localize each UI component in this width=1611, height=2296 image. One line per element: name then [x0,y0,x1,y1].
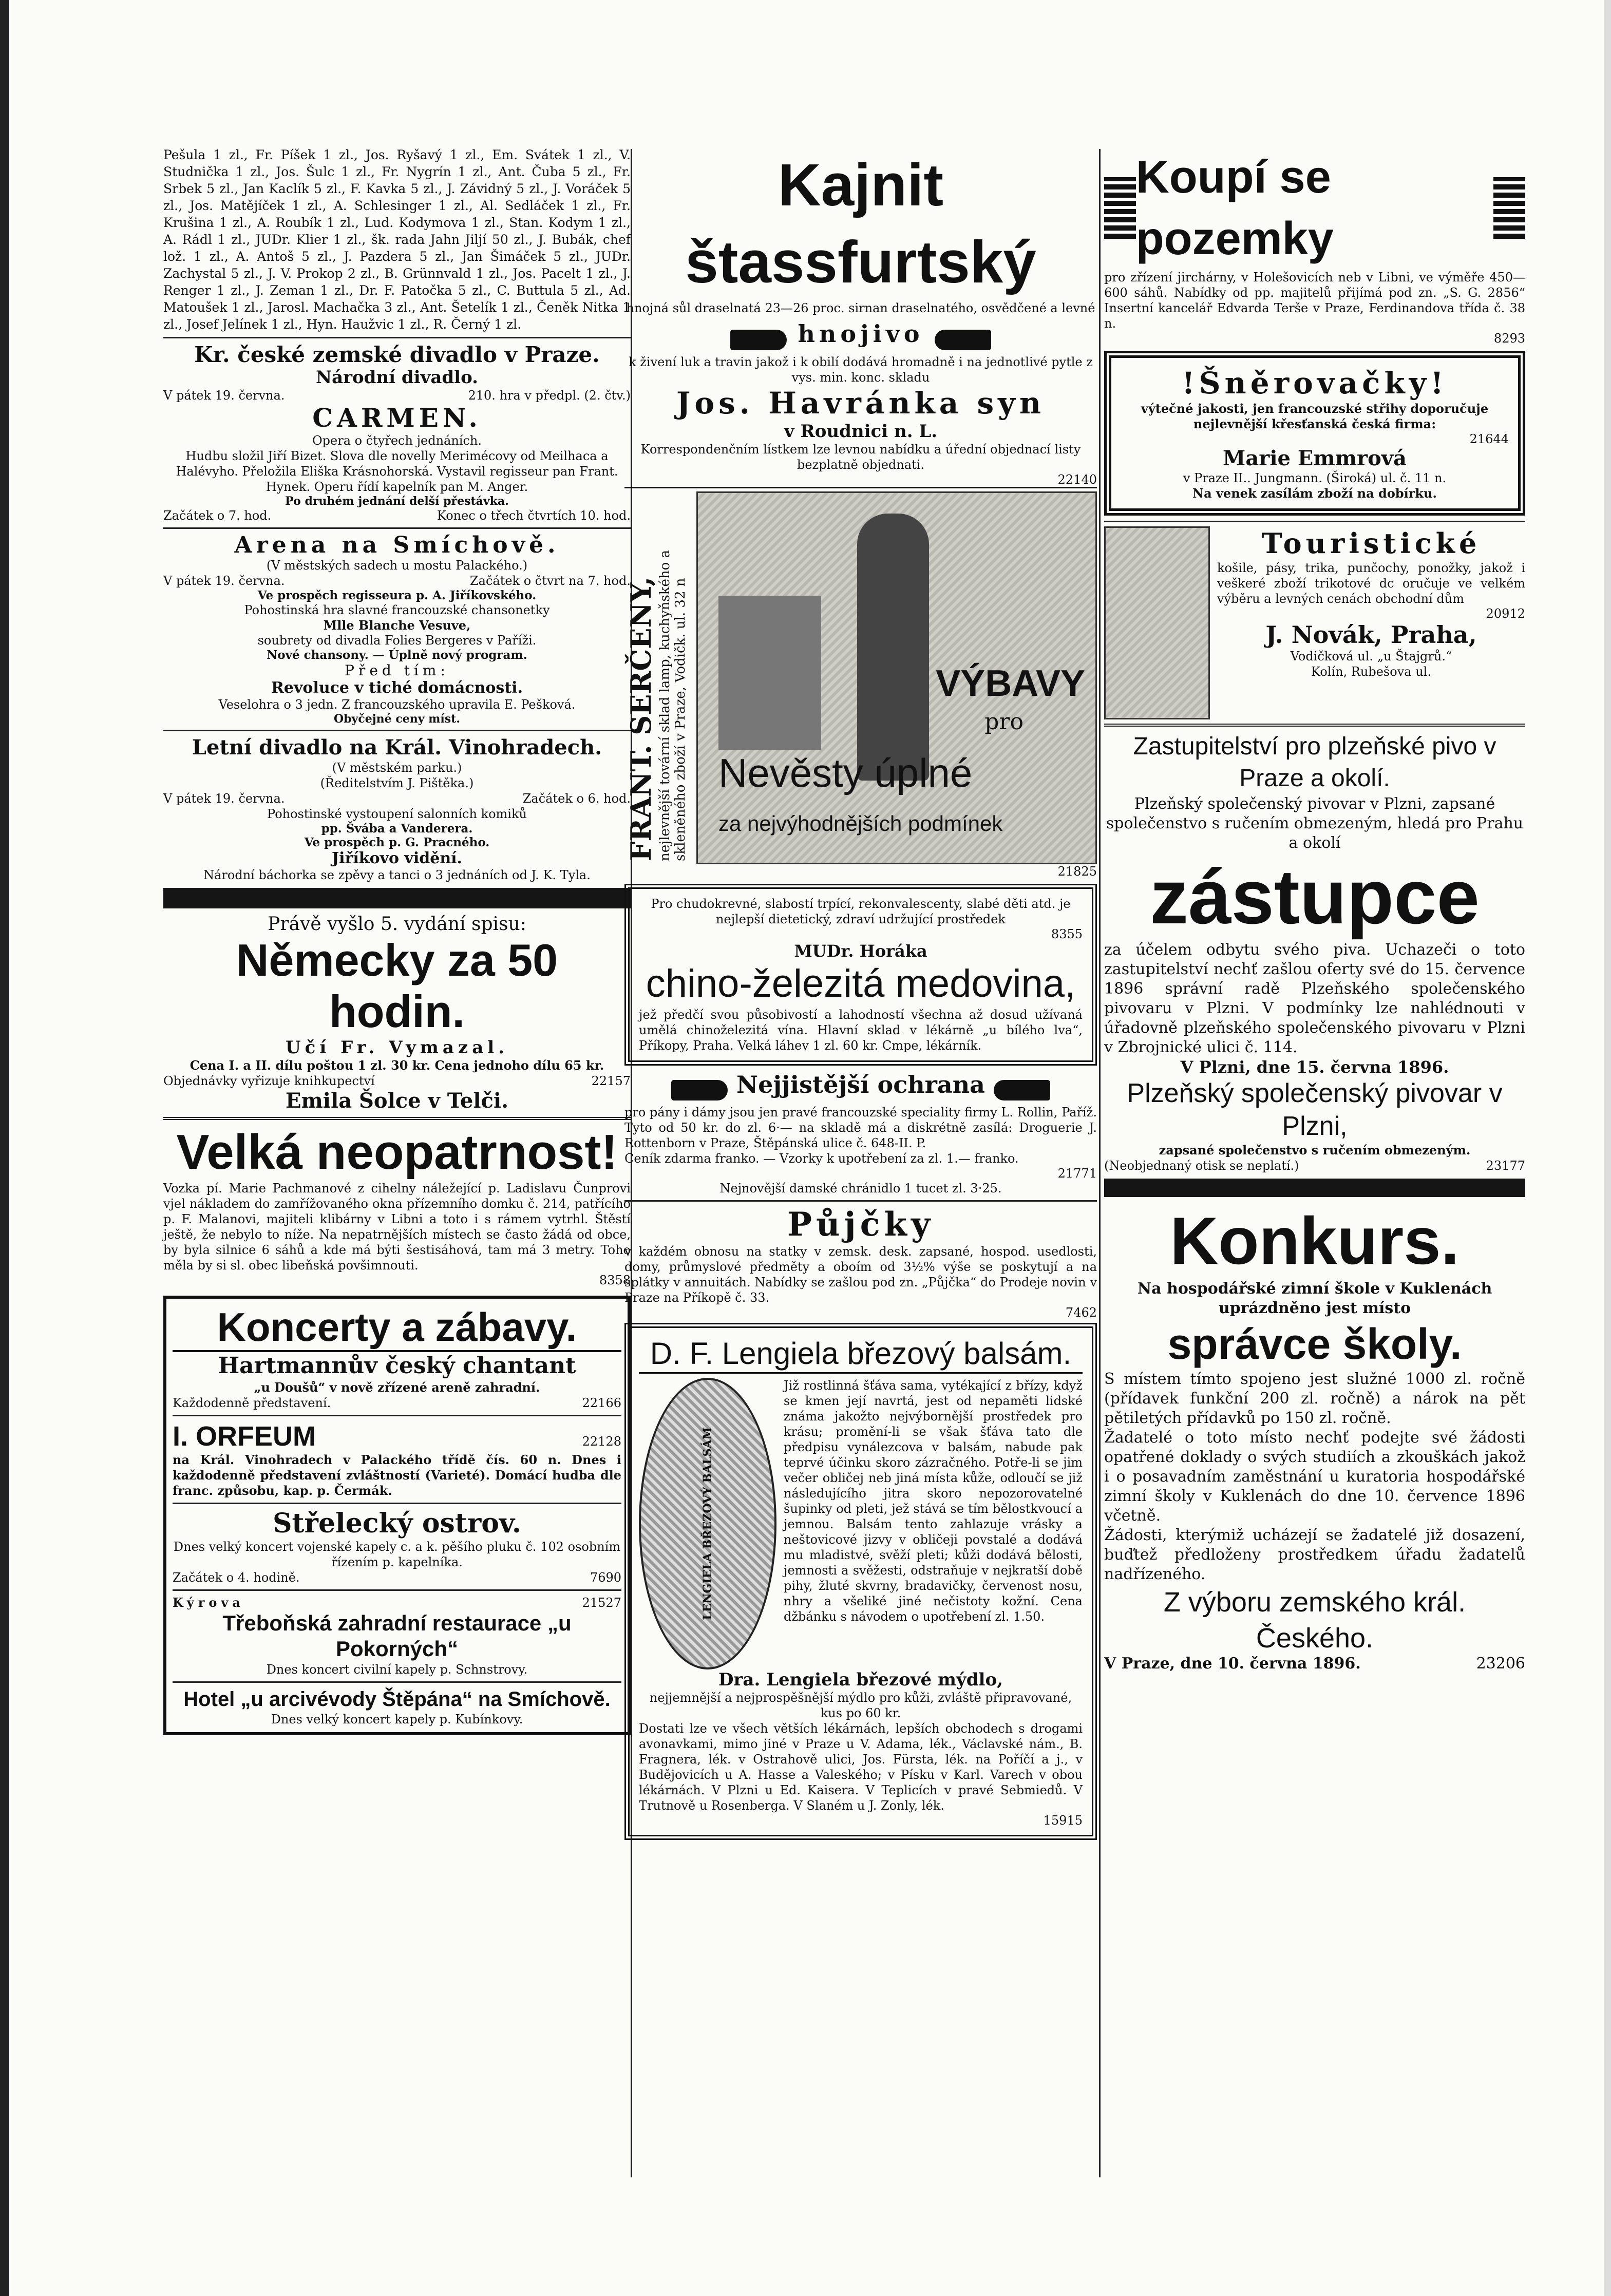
pointing-hand-icon [671,1080,728,1100]
sercen-ad [624,487,1097,864]
konkurs-text: Na hospodářské zimní škole v Kuklenách uprázdněno jest místo [1137,1280,1492,1317]
rollin-price: Ceník zdarma franko. — Vzorky k upotřebení za zl. 1.— franko. [624,1151,1019,1166]
sercen-side-text: nejlevnější tovární sklad lamp, kuchyňského a skleněného zboží v Praze, Vodičk. ul. 32 n [657,549,688,861]
patterns-address: v Praze II.. Jungmann. (Široká) ul. č. 11 n. [1183,471,1447,485]
brewery-word: zástupce [1150,853,1480,940]
land-title: Koupí se pozemky [1135,151,1334,264]
tourist-firm: J. Novák, Praha, [1265,621,1477,649]
theatre-subtitle: Národní divadlo. [315,367,479,388]
hotel-title: Hotel „u arcivévody Štěpána“ na Smíchově. [183,1688,611,1711]
book-ad [163,914,631,1113]
hartmann-title: Hartmannův český chantant [218,1353,576,1379]
pointing-hand-icon [994,1080,1050,1100]
sercen-text-a: VÝBAVY [936,662,1085,704]
arena-before: Před tím: [345,662,449,679]
kainit-title: Kajnit štassfurtský [685,151,1036,295]
horak-text: Pro chudokrevné, slabostí trpící, rekonvalescenty, slabé děti atd. je nejlepší dietetický, zdraví udržující prostředek [651,896,1071,926]
tourist-address: Vodičková ul. „u Štajgrů.“ [1290,649,1452,663]
scan-edge-left [0,0,9,2296]
arena-sub: (V městských sadech u mostu Palackého.) [266,558,528,573]
brewery-sign: Plzeňský společenský pivovar v Plzni, [1127,1078,1503,1141]
hartmann-sub: „u Doušů“ v nově zřízené areně zahradní. [254,1380,540,1395]
brewery-text: Plzeňský společenský pivovar v Plzni, zapsané společenstvo s ručením obmezeným, hledá pro Prahu a okolí [1106,795,1524,852]
brewery-ad [1104,731,1525,1173]
summer-play-desc: Národní báchorka se zpěvy a tanci o 3 jednáních od J. K. Tyla. [203,868,591,882]
column-divider [1099,149,1101,2177]
hartmann-num: 22166 [582,1396,621,1410]
loans-ad [624,1206,1097,1320]
lengiel-where: Dostati lze ve všech větších lékárnách, lepších obchodech s drogami avonavkami, mimo jiné v Praze u V. Adama, lék., Václavské nám., B. Fragnera, lék. v Ostrahově ulici, Jos. Fürsta, lék. na Poříčí a j., v Budějovicích u A. Hasse a Valeského; v Písku v Karl. Varech v obou lékárnách. V Plzni u Ed. Kaisera. V Teplicích v pravé Sebmiedů. V Trutnově u Rosenberga. V Slaném u J. Zonly, lék. [639,1721,1083,1813]
strelecky-title: Střelecký ostrov. [272,1508,522,1539]
brewery-text2: za účelem odbytu svého piva. Uchazeči o toto zastupitelství nechť zašlou oferty své do 15. července 1896 správní radě Plzeňského společenského pivovaru v Plzni. V podmínky lze nahlédnouti v úřadovně plzeňského společenského pivovaru v Plzni v Zbrojnické ulici č. 114. [1104,941,1525,1056]
concerts-box [163,1296,631,1735]
sercen-text-d: za nejvýhodnějších podmínek [718,811,1003,836]
tourist-text: košile, pásy, trika, punčochy, ponožky, jakož i veškeré zboží trikotové dc oručuje ve velkém výběru a levných cenách obchodní dům [1217,561,1525,606]
theatre-number: 210. hra v předpl. (2. čtv.) [468,388,631,403]
patterns-num: 21644 [1469,432,1509,446]
patterns-firm: Marie Emmrová [1223,446,1407,470]
konkurs-num: 23206 [1476,1655,1525,1673]
theatre-genre: Opera o čtyřech jednáních. [312,433,482,448]
strelecky-num: 7690 [590,1570,621,1585]
konkurs-ad [1104,1202,1525,1672]
arena-play: Revoluce v tiché domácnosti. [271,679,523,697]
sercen-text-b: pro [984,708,1024,735]
konkurs-sign: Z výboru zemského král. Českého. [1163,1587,1466,1654]
hartmann-daily: Každodenně představení. [173,1396,331,1410]
orfeum-num: 22128 [582,1434,621,1449]
summer-play: Jiříkovo vidění. [331,849,463,867]
kainit-text2: k živení luk a travin jakož i k obilí dodává hromadně i na jednotlivé pytle z vys. min. konc. skladu [629,354,1093,385]
summer-text1: Pohostinské vystoupení salonních komiků [267,807,527,821]
sercen-num: 21825 [1057,864,1097,879]
strelecky-text: Dnes velký koncert vojenské kapely c. a k. pěšího pluku č. 102 osobním řízením p. kapelníka. [173,1540,621,1569]
summer-start: Začátek o 6. hod. [522,791,631,806]
summer-names: pp. Švába a Vanderera. [321,822,473,836]
book-title: Německy za 50 hodin. [236,935,558,1037]
summer-benefit: Ve prospěch p. G. Pracného. [304,836,490,849]
theatre-date: V pátek 19. června. [163,388,285,403]
loans-num: 7462 [1065,1305,1097,1320]
rollin-text: pro pány i dámy jsou jen pravé francouzské speciality firmy L. Rollin, Paříž. Tyto od 50 kr. do zl. 6·— na skladě má a diskrétně zasílá: Droguerie J. Rottenborn v Praze, Štěpánská ulice č. 648-II. P. [624,1105,1097,1150]
donor-list: Pešula 1 zl., Fr. Píšek 1 zl., Jos. Ryšavý 1 zl., Em. Svátek 1 zl., V. Studnička 1 zl., Jos. Šulc 1 zl., Fr. Nygrín 1 zl., Ant. Čuba 5 zl., Fr. Srbek 5 zl., Jan Kaclík 5 zl., F. Kavka 5 zl., J. Závidný 5 zl., J. Voráček 5 zl., Jos. Matějíček 1 zl., A. Schlesinger 1 zl., Al. Sedláček 1 zl., Fr. Krušina 1 zl., A. Roubík 1 zl., Lud. Kodymova 1 zl., Stan. Kodym 1 zl., A. Rádl 1 zl., JUDr. Klier 1 zl., šk. rada Jahn Jiljí 50 zl., J. Bubák, chef lož. 1 zl., A. Antoš 5 zl., J. Pazdera 5 zl., Jan Šimáček 5 zl., JUDr. Zachystal 5 zl., J. V. Prokop 2 zl., B. Grünnvald 1 zl., Jos. Pacelt 1 zl., J. Renger 1 zl., J. Zeman 1 zl., Dr. F. Patočka 5 zl., C. Buttula 5 zl., Ad. Matoušek 1 zl., Jarosl. Machačka 3 zl., Ant. Šetelík 1 zl., Čeněk Nitka 1 zl., Josef Jelínek 1 zl., Hyn. Haužvic 1 zl., R. Černý 1 zl. [163,147,631,332]
konkurs-text2: S místem tímto spojeno jest služné 1000 zl. ročně (přídavek funkční 200 zl. ročně) a nárok na pět pětiletých přídavků po 150 zl. ročně. [1104,1370,1525,1427]
land-num: 8293 [1493,331,1525,346]
tourist-title: Touristické [1261,527,1481,560]
kyrova-num: 21527 [582,1596,621,1610]
rollin-extra: Nejnovější damské chránidlo 1 tucet zl. 3·25. [719,1181,1002,1196]
book-author: Učí Fr. Vymazal. [286,1037,508,1058]
arena-date: V pátek 19. června. [163,574,285,588]
arena-title: Arena na Smíchově. [234,532,560,558]
book-orders: Objednávky vyřizuje knihkupectví [163,1074,375,1088]
lengiel-soap-text: nejjemnější a nejprospěšnější mýdlo pro kůži, zvláště připravované, kus po 60 kr. [649,1691,1072,1720]
summer-theatre-ad [163,735,631,883]
arena-text2: soubrety od divadla Folies Bergeres v Paříži. [257,633,537,648]
kainit-fertilizer: hnojivo [798,320,924,348]
careless-article [163,1124,631,1287]
horak-num: 8355 [1051,926,1083,941]
theatre-end: Konec o třech čtvrtích 10. hod. [437,508,631,523]
land-text: pro zřízení jirchárny, v Holešovicích neb v Libni, ve výměře 450—600 sáhů. Nabídky od pp. majitelů přijímá pod zn. „S. G. 2856“ Insertní kancelář Edvarda Terše v Praze, Ferdinandova třída č. 38 n. [1104,270,1525,331]
lengiel-title: D. F. Lengiela březový balsám. [639,1335,1083,1374]
horak-ad [624,884,1097,1066]
book-released: Právě vyšlo 5. vydání spisu: [268,914,526,935]
brewery-num: 23177 [1486,1159,1525,1173]
book-price: Cena I. a II. dílu poštou 1 zl. 30 kr. Cena jednoho dílu 65 kr. [189,1058,604,1073]
patterns-mail: Na venek zasílám zboží na dobírku. [1192,486,1437,501]
tourist-num: 20912 [1486,606,1525,621]
kainit-num: 22140 [1057,472,1097,487]
careless-text: Vozka pí. Marie Pachmanové z cihelny náležející p. Ladislavu Čunprovi vjel nákladem do zamřížovaného okna přízemního domku č. 214, patřícího p. F. Malanovi, majiteli klibárny v Libni a toto i s rámem vytrhl. Štěstí ještě, že nebylo to níže. Na nepatrnějších místech se často žádá od obce, by byla silnice 6 sáhů a kde má býti šestisáhová, tam má 3 metry. Toho měla by si sl. obec libeňská povšimnouti. [163,1181,631,1273]
strelecky-start: Začátek o 4. hodině. [173,1570,300,1585]
theatre-credits: Hudbu složil Jiří Bizet. Slova dle novelly Merimécovy od Meilhaca a Halévyho. Přeložila Eliška Krásnohorská. Vystavil regisseur pan Frant. Hynek. Operu řídí kapelník pan M. Anger. [176,449,618,494]
rollin-ad [624,1071,1097,1197]
horak-text2: jež předčí svou působivostí a lahodností všechna až dosud užívaná umělá chinoželezitá vína. Hlavní sklad v lékárně „u bílého lva“, Příkopy, Praha. Velká láhev 1 zl. 60 kr. Cmpe, lékárník. [639,1007,1083,1053]
brewery-sign2: zapsané společenstvo s ručením obmezeným. [1159,1143,1471,1158]
konkurs-position: správce školy. [1167,1320,1462,1368]
trebon-text: Dnes koncert civilní kapely p. Schnstrovy. [266,1662,528,1677]
konkurs-text3: Žadatelé o toto místo nechť podejte své žádosti opatřené doklady o svých studiích a zkouškách jakož i o posavadním zaměstnání u kuratoria hospodářské zimní školy v Kuklenách do dne 10. července 1896 včetně. [1104,1429,1525,1525]
arena-songs: Nové chansony. — Úplně nový program. [267,648,527,662]
arena-artist: Mlle Blanche Vesuve, [323,618,471,633]
rollin-title: Nejjistější ochrana [736,1070,985,1098]
summer-director: (Ředitelstvím J. Pištěka.) [320,776,474,790]
kainit-text: hnojná sůl draselnatá 23—26 proc. sirnan draselnatého, osvědčené a levné [626,301,1095,315]
lengiel-num: 15915 [1043,1813,1083,1828]
kyrova-label: Kýrova [173,1595,244,1610]
pointing-hand-icon [935,330,991,350]
ornament-icon [1104,177,1136,239]
concerts-title: Koncerty a zábavy. [173,1304,621,1352]
book-publisher: Emila Šolce v Telči. [285,1089,508,1113]
kainit-ad [624,146,1097,487]
column-1 [163,146,631,1740]
arena-prices: Obyčejné ceny míst. [333,712,460,726]
woman-figure-illustration [857,514,929,781]
sercen-text-c: Nevěsty úplné [718,750,973,795]
konkurs-text4: Žádosti, kterýmiž ucházejí se žadatelé již dosazení, buďtež předloženy prostředkem úřadu žadatelů nadřízeného. [1104,1526,1525,1583]
kitchen-illustration [696,491,1097,864]
trebon-title: Třeboňská zahradní restaurace „u Pokorných“ [222,1611,572,1661]
brewery-title: Zastupitelství pro plzeňské pivo v Praze a okolí. [1133,733,1496,792]
brewery-note: (Neobjednaný otisk se neplatí.) [1104,1159,1299,1173]
orfeum-text: na Král. Vinohradech v Palackého třídě čís. 60 n. Dnes i každodenně představení zvláštností (Varieté). Domácí hudba dle franc. způsobu, kap. p. Čermák. [173,1452,621,1498]
land-ad [1104,146,1525,346]
lengiel-text: Již rostlinná šťáva sama, vytékající z břízy, když se kmen její navrtá, jest od nepaměti lidské známa jakožto nejvýbornější prostředek pro krásu; promění-li se však šťáva tato dle předpisu vynálezcova v balsám, nabude pak teprvé účinku skoro zázračného. Potře-li se jim večer obličej neb jiná místa kůže, odloučí se již následujícího jitra skoro nepozorovatelné šupinky od pleti, jež stává se tím bělostkvoucí a jemnou. Balsám tento zahlazuje vrásky a neštovicové jizvy v obličeji povstalé a dodává mu mladistvé, svěží pleti; kůži dodává bělosti, jemnosti a svěžesti, odstraňuje v nejkratší době pihy, žluté skvrny, bradavičky, červenost nosu, nhry a všeliké jiné nečistoty kožní. Cena džbánku s návodem o upotřebení zl. 1.50. [784,1378,1083,1624]
careless-num: 8358 [599,1273,631,1287]
summer-sub: (V městském parku.) [332,761,462,775]
orfeum-title: I. ORFEUM [173,1421,316,1452]
brewery-date: V Plzni, dne 15. června 1896. [1180,1057,1449,1077]
lengiel-soap-title: Dra. Lengiela březové mýdlo, [718,1669,1003,1690]
patterns-ad [1104,351,1525,516]
konkurs-date: V Praze, dne 10. června 1896. [1104,1655,1361,1673]
arena-start: Začátek o čtvrt na 7. hod. [469,574,631,588]
ornament-icon [1493,177,1525,239]
kainit-firm: Jos. Havránka syn [676,385,1046,421]
sercen-side-name: FRANT. SERČENY, [624,576,657,861]
theatre-note: Po druhém jednání delší přestávka. [285,495,509,508]
horak-title: chino-železitá medovina, [646,961,1076,1005]
column-3 [1104,146,1525,1672]
loans-title: Půjčky [787,1205,935,1244]
decorative-bar [1104,1179,1525,1197]
balsam-oval-label: LENGIELA BŘEZOVÝ BALSÁM [701,1427,714,1620]
decorative-bar [163,888,631,908]
careless-title: Velká neopatrnost! [176,1125,618,1180]
tourist-figure-illustration [1104,526,1210,719]
horak-doctor: MUDr. Horáka [794,941,927,961]
arena-benefit: Ve prospěch regisseura p. A. Jiříkovského. [257,589,537,602]
arena-ad [163,533,631,726]
scan-edge-right [1604,0,1611,2296]
theatre-title: Kr. české zemské divadlo v Praze. [194,342,600,367]
hotel-text: Dnes velký koncert kapely p. Kubínkovy. [271,1712,523,1726]
tourist-ad [1104,526,1525,719]
theatre-start: Začátek o 7. hod. [163,508,272,523]
arena-text1: Pohostinská hra slavné francouzské chansonetky [244,603,550,617]
stove-illustration [718,596,821,750]
theatre-play: CARMEN. [312,403,482,433]
patterns-text: výtečné jakosti, jen francouzské střihy doporučuje nejlevnější křesťanská česká firma: [1141,401,1489,431]
summer-date: V pátek 19. června. [163,791,285,806]
arena-play-desc: Veselohra o 3 jedn. Z francouzského upravila E. Pešková. [218,697,576,712]
konkurs-title: Konkurs. [1170,1203,1460,1278]
summer-title: Letní divadlo na Král. Vinohradech. [192,735,602,760]
national-theatre-ad [163,343,631,523]
tourist-branch: Kolín, Rubešova ul. [1311,665,1431,679]
column-2 [624,146,1097,1845]
patterns-title: !Šněrovačky! [1182,366,1448,401]
pointing-hand-icon [730,330,787,350]
book-orders-num: 22157 [591,1074,631,1088]
kainit-text3: Korrespondenčním lístkem lze levnou nabídku a úřední objednací listy bezplatně objednati. [640,442,1081,472]
rollin-num: 21771 [1057,1166,1097,1181]
loans-text: v každém obnosu na statky v zemsk. desk. zapsané, hospod. usedlosti, domy, průmyslové předměty a oboím od 3½% výše se poskytují a na splátky v annuitách. Nabídky se zašlou pod zn. „Půjčka“ do Prodeje novin v Praze na Příkopě č. 33. [624,1244,1097,1305]
kainit-place: v Roudnici n. L. [784,421,938,442]
lengiel-ad [624,1323,1097,1840]
balsam-bottle-oval-illustration [639,1378,776,1669]
